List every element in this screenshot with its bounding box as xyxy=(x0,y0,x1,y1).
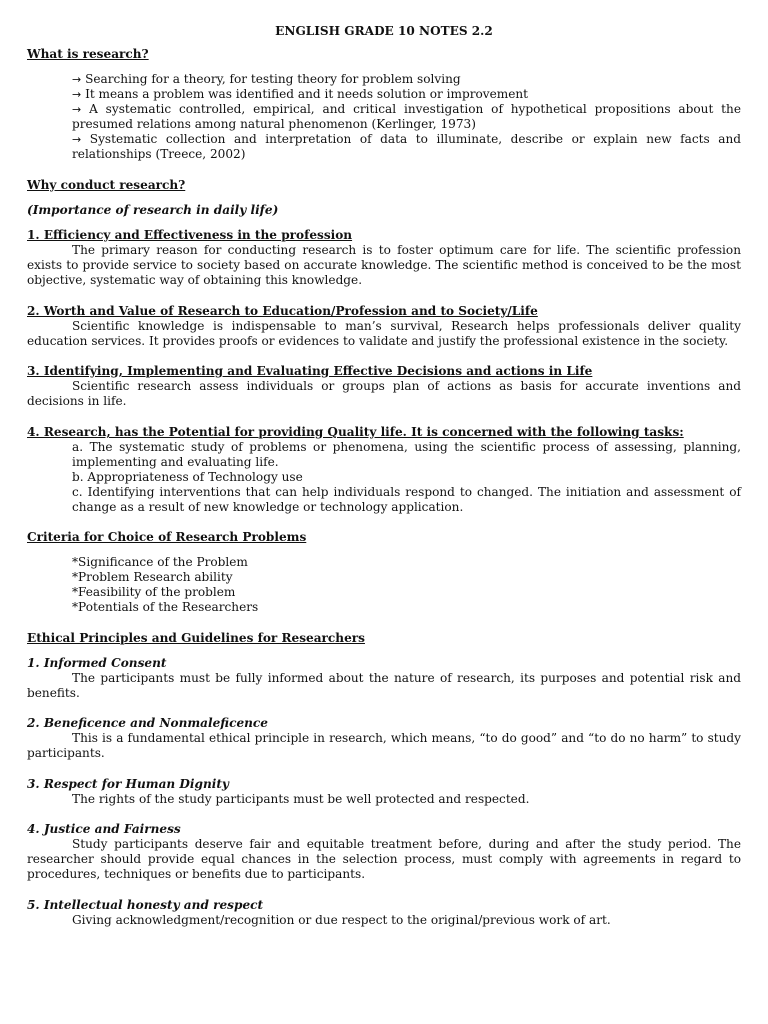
task-item: a. The systematic study of problems or phenomena, using the scientific process of assessing, planning, implementing and evaluating life. xyxy=(72,440,741,470)
list-item-text: A systematic controlled, empirical, and critical investigation of hypothetical propositions about the presumed relations among natural phenomenon (Kerlinger, 1973) xyxy=(72,102,741,132)
section-heading: 2. Worth and Value of Research to Education/Profession and to Society/Life xyxy=(27,304,538,318)
principle-heading: 1. Informed Consent xyxy=(27,656,167,670)
list-item xyxy=(72,72,741,87)
section-heading: 1. Efficiency and Effectiveness in the profession xyxy=(27,228,353,242)
arrow-right-icon: → xyxy=(72,88,82,101)
principle-heading: 4. Justice and Fairness xyxy=(27,822,181,836)
task-item: c. Identifying interventions that can help individuals respond to changed. The initiation and assessment of change as a result of new knowledge or technology application. xyxy=(72,485,741,515)
list-item: *Significance of the Problem xyxy=(72,555,248,569)
list-item xyxy=(72,87,741,102)
arrow-right-icon: → xyxy=(72,103,82,116)
ethics-heading: Ethical Principles and Guidelines for Researchers xyxy=(27,631,365,645)
principle-heading: 2. Beneficence and Nonmaleficence xyxy=(27,716,268,730)
section-heading: 4. Research, has the Potential for providing Quality life. It is concerned with the following tasks: xyxy=(27,425,684,439)
list-item: *Feasibility of the problem xyxy=(72,585,236,599)
section-paragraph: Scientific research assess individuals or groups plan of actions as basis for accurate inventions and decisions in life. xyxy=(27,379,741,409)
criteria-heading: Criteria for Choice of Research Problems xyxy=(27,530,307,544)
principle-paragraph: Giving acknowledgment/recognition or due respect to the original/previous work of art. xyxy=(72,913,611,927)
principle-paragraph: The participants must be fully informed about the nature of research, its purposes and potential risk and benefits. xyxy=(27,671,741,701)
principle-heading: 5. Intellectual honesty and respect xyxy=(27,898,264,912)
document-title: ENGLISH GRADE 10 NOTES 2.2 xyxy=(275,24,493,38)
section-paragraph: Scientific knowledge is indispensable to man’s survival, Research helps professionals deliver quality education services. It provides proofs or evidences to validate and justify the professional existence in the society. xyxy=(27,319,741,349)
importance-subheading: (Importance of research in daily life) xyxy=(27,203,279,217)
section-paragraph: The primary reason for conducting research is to foster optimum care for life. The scientific profession exists to provide service to society based on accurate knowledge. The scientific method is conceived to be the most objective, systematic way of obtaining this knowledge. xyxy=(27,243,741,288)
list-item xyxy=(72,102,741,132)
principle-paragraph: This is a fundamental ethical principle in research, which means, “to do good” and “to do no harm” to study participants. xyxy=(27,731,741,761)
list-item-text: It means a problem was identified and it needs solution or improvement xyxy=(85,87,529,101)
list-item: *Potentials of the Researchers xyxy=(72,600,259,614)
what-is-research-heading: What is research? xyxy=(27,47,149,61)
principle-paragraph: The rights of the study participants must be well protected and respected. xyxy=(72,792,530,806)
list-item: *Problem Research ability xyxy=(72,570,233,584)
section-heading: 3. Identifying, Implementing and Evaluating Effective Decisions and actions in Life xyxy=(27,364,593,378)
arrow-right-icon: → xyxy=(72,133,82,146)
principle-heading: 3. Respect for Human Dignity xyxy=(27,777,229,791)
principle-paragraph: Study participants deserve fair and equitable treatment before, during and after the study period. The researcher should provide equal chances in the selection process, must comply with agreements in regard to procedures, techniques or benefits due to participants. xyxy=(27,837,741,882)
list-item-text: Systematic collection and interpretation of data to illuminate, describe or explain new facts and relationships (Treece, 2002) xyxy=(72,132,741,162)
arrow-right-icon: → xyxy=(72,73,82,86)
task-item: b. Appropriateness of Technology use xyxy=(72,470,303,484)
list-item xyxy=(72,132,741,162)
why-conduct-research-heading: Why conduct research? xyxy=(27,178,186,192)
list-item-text: Searching for a theory, for testing theory for problem solving xyxy=(85,72,461,86)
